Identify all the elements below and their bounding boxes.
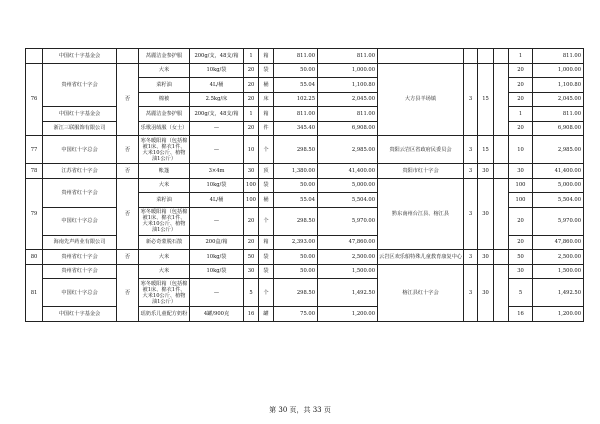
cell-donor: 江苏省红十字会 xyxy=(43,164,117,179)
cell-blank xyxy=(494,164,509,179)
cell-amount: 2,045.00 xyxy=(318,92,378,107)
cell-amount2: 2,500.00 xyxy=(533,250,584,265)
cell-amount: 811.00 xyxy=(318,107,378,122)
cell-qty2: 20 xyxy=(509,207,533,235)
cell-spec: 200g/支，48支/箱 xyxy=(190,49,244,64)
cell-qty2: 20 xyxy=(509,78,533,93)
cell-recipient: 贵阳云岩区省政府民委员会 xyxy=(378,136,464,164)
cell-donor: 贵州省红十字会 xyxy=(43,178,117,207)
cell-amount: 1,492.50 xyxy=(318,279,378,307)
cell-id: 80 xyxy=(26,250,43,265)
cell-qty: 100 xyxy=(244,178,259,193)
cell-blank xyxy=(494,136,509,164)
cell-item: 菜籽油 xyxy=(139,193,190,208)
cell-amount: 2,985.00 xyxy=(318,136,378,164)
cell-qty: 10 xyxy=(244,136,259,164)
cell-item: 莴麗洁金参护服 xyxy=(139,107,190,122)
cell-blank xyxy=(494,178,509,250)
cell-item: 大米 xyxy=(139,63,190,78)
cell-spec: 10kg/袋 xyxy=(190,63,244,78)
cell-c2: 15 xyxy=(478,63,494,136)
cell-spec: 10kg/袋 xyxy=(190,250,244,265)
cell-recipient: 大方县羊场镇 xyxy=(378,63,464,136)
cell-qty2: 30 xyxy=(509,164,533,179)
cell-spec: 3×4m xyxy=(190,164,244,179)
cell-blank xyxy=(494,63,509,136)
cell-qty2: 20 xyxy=(509,92,533,107)
cell-donor: 浙江三联服饰有限公司 xyxy=(43,121,117,136)
cell-c2: 30 xyxy=(478,264,494,321)
cell-mode: 否 xyxy=(117,250,139,265)
cell-price: 298.50 xyxy=(274,207,318,235)
cell-unit: 床 xyxy=(259,92,274,107)
cell-price: 1,380.00 xyxy=(274,164,318,179)
cell-c2: 30 xyxy=(478,250,494,265)
cell-item: 寒冬暖阳箱（包括棉被1床、棉衣1件、大米10公斤、植物油1公斤） xyxy=(139,207,190,235)
cell-unit: 桶 xyxy=(259,193,274,208)
cell-qty2: 16 xyxy=(509,307,533,322)
cell-qty: 50 xyxy=(244,250,259,265)
cell-amount: 1,100.80 xyxy=(318,78,378,93)
cell-item: 帐篷 xyxy=(139,164,190,179)
cell-donor: 中国红十字基金会 xyxy=(43,107,117,122)
page-footer: 第 30 页，共 33 页 xyxy=(269,406,331,414)
cell-qty: 1 xyxy=(244,107,259,122)
table-row xyxy=(26,136,584,164)
cell-price: 75.00 xyxy=(274,307,318,322)
cell-recipient: 榕江县红十字会 xyxy=(378,264,464,321)
cell-amount2: 1,000.00 xyxy=(533,63,584,78)
cell-amount: 5,504.00 xyxy=(318,193,378,208)
cell-c1 xyxy=(464,49,478,64)
donation-table xyxy=(25,48,584,322)
cell-recipient: 贵阳市红十字会 xyxy=(378,164,464,179)
cell-price: 811.00 xyxy=(274,49,318,64)
cell-id: 78 xyxy=(26,164,43,179)
cell-id: 81 xyxy=(26,264,43,321)
cell-price: 55.04 xyxy=(274,193,318,208)
cell-amount: 47,860.00 xyxy=(318,235,378,250)
cell-mode: 否 xyxy=(117,164,139,179)
cell-amount: 2,500.00 xyxy=(318,250,378,265)
cell-amount: 1,200.00 xyxy=(318,307,378,322)
cell-donor: 贵州省红十字会 xyxy=(43,250,117,265)
cell-spec: 2.5kg/床 xyxy=(190,92,244,107)
cell-unit: 箱 xyxy=(259,235,274,250)
cell-donor: 中国红十字总会 xyxy=(43,207,117,235)
cell-qty2: 100 xyxy=(509,193,533,208)
cell-c2: 30 xyxy=(478,164,494,179)
cell-spec: — xyxy=(190,207,244,235)
cell-qty2: 20 xyxy=(509,121,533,136)
cell-qty2: 20 xyxy=(509,235,533,250)
cell-qty2: 100 xyxy=(509,178,533,193)
cell-c1: 3 xyxy=(464,63,478,136)
cell-mode: 否 xyxy=(117,136,139,164)
cell-amount2: 41,400.00 xyxy=(533,164,584,179)
cell-unit: 箱 xyxy=(259,107,274,122)
cell-unit: 桶 xyxy=(259,78,274,93)
cell-qty: 20 xyxy=(244,207,259,235)
table-row xyxy=(26,264,584,279)
cell-donor: 贵州省红十字会 xyxy=(43,63,117,107)
cell-price: 345.40 xyxy=(274,121,318,136)
cell-c2 xyxy=(478,49,494,64)
cell-c1: 3 xyxy=(464,164,478,179)
cell-unit: 个 xyxy=(259,279,274,307)
cell-amount2: 811.00 xyxy=(533,49,584,64)
cell-amount2: 47,860.00 xyxy=(533,235,584,250)
cell-blank xyxy=(494,250,509,265)
cell-qty2: 1 xyxy=(509,107,533,122)
cell-donor: 中国红十字基金会 xyxy=(43,307,117,322)
cell-amount: 5,000.00 xyxy=(318,178,378,193)
cell-recipient: 黔东南州台江县、榕江县 xyxy=(378,178,464,250)
cell-price: 55.04 xyxy=(274,78,318,93)
cell-price: 2,393.00 xyxy=(274,235,318,250)
cell-price: 102.25 xyxy=(274,92,318,107)
cell-amount2: 2,985.00 xyxy=(533,136,584,164)
cell-spec: — xyxy=(190,136,244,164)
cell-amount: 6,908.00 xyxy=(318,121,378,136)
cell-qty: 30 xyxy=(244,264,259,279)
cell-amount2: 5,504.00 xyxy=(533,193,584,208)
cell-amount2: 2,045.00 xyxy=(533,92,584,107)
cell-spec: 4L/桶 xyxy=(190,78,244,93)
cell-spec: — xyxy=(190,279,244,307)
cell-item: 乐歌羽绒服（女士） xyxy=(139,121,190,136)
cell-price: 298.50 xyxy=(274,279,318,307)
cell-amount2: 1,200.00 xyxy=(533,307,584,322)
cell-item: 菜籽油 xyxy=(139,78,190,93)
cell-unit: 罐 xyxy=(259,307,274,322)
cell-price: 50.00 xyxy=(274,250,318,265)
cell-id: 79 xyxy=(26,178,43,250)
table-row xyxy=(26,250,584,265)
cell-spec: 10kg/袋 xyxy=(190,178,244,193)
cell-qty2: 5 xyxy=(509,279,533,307)
cell-item: 大米 xyxy=(139,264,190,279)
cell-qty2: 30 xyxy=(509,264,533,279)
cell-donor: 中国红十字总会 xyxy=(43,136,117,164)
cell-item: 莴麗洁金参护服 xyxy=(139,49,190,64)
cell-qty2: 50 xyxy=(509,250,533,265)
cell-amount2: 811.00 xyxy=(533,107,584,122)
cell-price: 298.50 xyxy=(274,136,318,164)
cell-id: 76 xyxy=(26,63,43,136)
cell-item: 大米 xyxy=(139,178,190,193)
cell-qty2: 10 xyxy=(509,136,533,164)
cell-id: 77 xyxy=(26,136,43,164)
cell-qty: 20 xyxy=(244,121,259,136)
cell-price: 50.00 xyxy=(274,63,318,78)
cell-mode: 否 xyxy=(117,63,139,136)
cell-donor: 贵州省红十字会 xyxy=(43,264,117,279)
cell-qty: 16 xyxy=(244,307,259,322)
cell-item: 寒冬暖阳箱（包括棉被1床、棉衣1件、大米10公斤、植物油1公斤） xyxy=(139,136,190,164)
cell-c1: 3 xyxy=(464,178,478,250)
cell-qty: 1 xyxy=(244,49,259,64)
cell-amount2: 1,500.00 xyxy=(533,264,584,279)
cell-id xyxy=(26,49,43,64)
cell-c2: 15 xyxy=(478,136,494,164)
cell-spec: 4罐/900克 xyxy=(190,307,244,322)
cell-recipient xyxy=(378,49,464,64)
cell-unit: 个 xyxy=(259,207,274,235)
cell-blank xyxy=(494,49,509,64)
cell-blank xyxy=(494,264,509,321)
cell-amount: 811.00 xyxy=(318,49,378,64)
cell-mode xyxy=(117,49,139,64)
cell-price: 811.00 xyxy=(274,107,318,122)
cell-c1: 3 xyxy=(464,264,478,321)
cell-price: 50.00 xyxy=(274,178,318,193)
cell-item: 瑶奶乐儿童配方奶粉 xyxy=(139,307,190,322)
table-row xyxy=(26,49,584,64)
cell-item: 新必奇蒙脱石散 xyxy=(139,235,190,250)
cell-qty: 5 xyxy=(244,279,259,307)
cell-qty: 30 xyxy=(244,164,259,179)
cell-amount: 1,000.00 xyxy=(318,63,378,78)
cell-item: 大米 xyxy=(139,250,190,265)
cell-qty: 20 xyxy=(244,78,259,93)
cell-c2: 30 xyxy=(478,178,494,250)
cell-spec: 200g/支，48支/箱 xyxy=(190,107,244,122)
cell-amount: 5,970.00 xyxy=(318,207,378,235)
cell-unit: 袋 xyxy=(259,250,274,265)
cell-qty: 100 xyxy=(244,193,259,208)
cell-mode: 否 xyxy=(117,178,139,250)
table-row xyxy=(26,178,584,193)
cell-qty: 20 xyxy=(244,63,259,78)
table-row xyxy=(26,164,584,179)
cell-unit: 顶 xyxy=(259,164,274,179)
cell-c1: 3 xyxy=(464,250,478,265)
cell-price: 50.00 xyxy=(274,264,318,279)
cell-amount2: 6,908.00 xyxy=(533,121,584,136)
cell-c1: 3 xyxy=(464,136,478,164)
table-row xyxy=(26,63,584,78)
cell-recipient: 云岩区欢乐船特殊儿童教育康复中心 xyxy=(378,250,464,265)
cell-amount2: 1,492.50 xyxy=(533,279,584,307)
cell-unit: 袋 xyxy=(259,264,274,279)
cell-amount2: 1,100.80 xyxy=(533,78,584,93)
cell-unit: 件 xyxy=(259,121,274,136)
cell-spec: — xyxy=(190,121,244,136)
cell-qty: 20 xyxy=(244,92,259,107)
cell-amount: 41,400.00 xyxy=(318,164,378,179)
cell-donor: 中国红十字总会 xyxy=(43,279,117,307)
cell-unit: 袋 xyxy=(259,178,274,193)
cell-amount: 1,500.00 xyxy=(318,264,378,279)
cell-spec: 10kg/袋 xyxy=(190,264,244,279)
cell-mode: 否 xyxy=(117,264,139,321)
cell-amount2: 5,970.00 xyxy=(533,207,584,235)
cell-spec: 200盒/箱 xyxy=(190,235,244,250)
cell-unit: 箱 xyxy=(259,49,274,64)
cell-amount2: 5,000.00 xyxy=(533,178,584,193)
cell-unit: 个 xyxy=(259,136,274,164)
cell-unit: 袋 xyxy=(259,63,274,78)
cell-item: 棉被 xyxy=(139,92,190,107)
cell-donor: 中国红十字基金会 xyxy=(43,49,117,64)
cell-donor: 海南先声药业有限公司 xyxy=(43,235,117,250)
cell-qty2: 20 xyxy=(509,63,533,78)
cell-qty: 20 xyxy=(244,235,259,250)
cell-spec: 4L/桶 xyxy=(190,193,244,208)
cell-item: 寒冬暖阳箱（包括棉被1床、棉衣1件、大米10公斤、植物油1公斤） xyxy=(139,279,190,307)
cell-qty2: 1 xyxy=(509,49,533,64)
